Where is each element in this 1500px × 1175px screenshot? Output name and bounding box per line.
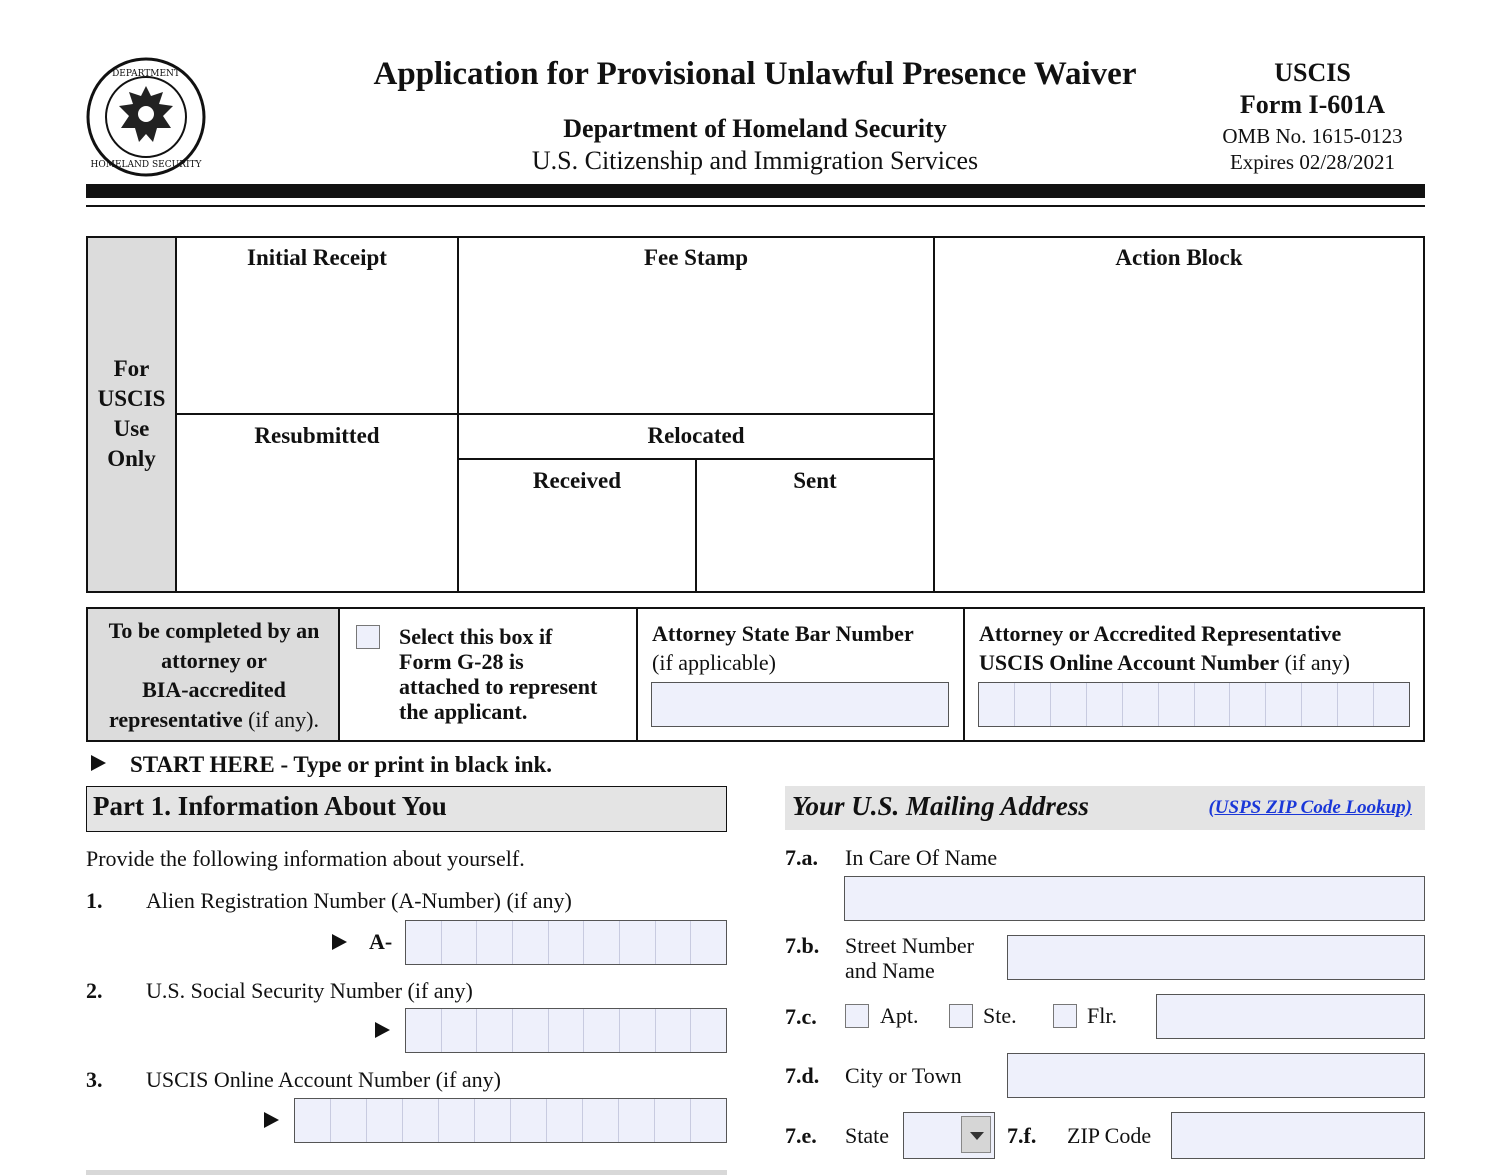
part1-intro: Provide the following information about yourself. bbox=[86, 846, 525, 871]
flr-checkbox[interactable] bbox=[1053, 1004, 1077, 1028]
received-label: Received bbox=[532, 468, 622, 493]
a-number-prefix: A- bbox=[369, 929, 393, 954]
apt-checkbox[interactable] bbox=[845, 1004, 869, 1028]
initial-receipt-label: Initial Receipt bbox=[247, 245, 387, 270]
unit-number-input[interactable] bbox=[1156, 994, 1425, 1039]
omb-number: OMB No. 1615-0123 bbox=[1222, 124, 1403, 148]
section-divider bbox=[86, 1170, 727, 1175]
online-account-sublabel: (if any) bbox=[1284, 650, 1350, 675]
arrow-right-icon bbox=[332, 934, 347, 950]
item-number: 7.d. bbox=[785, 1063, 820, 1088]
chevron-down-icon bbox=[970, 1132, 984, 1140]
item-number: 3. bbox=[86, 1067, 103, 1092]
start-here-instruction: START HERE - Type or print in black ink. bbox=[130, 752, 553, 777]
a-number-input[interactable] bbox=[405, 920, 727, 965]
state-select[interactable] bbox=[903, 1112, 995, 1159]
fee-stamp-label: Fee Stamp bbox=[643, 245, 749, 270]
uscis-online-account-input[interactable] bbox=[294, 1098, 727, 1143]
mailing-address-title: Your U.S. Mailing Address bbox=[792, 791, 1089, 821]
relocated-label: Relocated bbox=[647, 423, 745, 448]
item-number: 7.a. bbox=[785, 845, 818, 870]
ste-label: Ste. bbox=[983, 1003, 1017, 1028]
dropdown-button[interactable] bbox=[961, 1116, 991, 1153]
arrow-right-icon bbox=[375, 1022, 390, 1038]
part1-title: Part 1. Information About You bbox=[93, 791, 447, 821]
zip-label: ZIP Code bbox=[1067, 1123, 1152, 1148]
city-label: City or Town bbox=[845, 1063, 962, 1088]
usps-zip-lookup-link[interactable]: (USPS ZIP Code Lookup) bbox=[1208, 797, 1412, 818]
divider bbox=[963, 609, 965, 740]
form-number: Form I-601A bbox=[1239, 90, 1386, 119]
a-number-label: Alien Registration Number (A-Number) (if any) bbox=[146, 888, 572, 913]
street-label: Street Number and Name bbox=[845, 933, 974, 983]
ssn-input[interactable] bbox=[405, 1008, 727, 1053]
item-number: 7.b. bbox=[785, 933, 820, 958]
ste-checkbox[interactable] bbox=[949, 1004, 973, 1028]
zip-input[interactable] bbox=[1171, 1112, 1425, 1159]
in-care-of-input[interactable] bbox=[844, 876, 1425, 921]
part1-header bbox=[86, 786, 727, 832]
header-thin-rule bbox=[86, 205, 1425, 207]
g28-attached-checkbox[interactable] bbox=[356, 625, 380, 649]
attorney-online-account-input[interactable] bbox=[978, 682, 1410, 727]
agency-name: U.S. Citizenship and Immigration Services bbox=[531, 146, 979, 175]
arrow-right-icon bbox=[91, 755, 106, 771]
sent-label: Sent bbox=[793, 468, 837, 493]
item-number: 1. bbox=[86, 888, 103, 913]
apt-label: Apt. bbox=[880, 1003, 919, 1028]
item-number: 7.f. bbox=[1007, 1123, 1037, 1148]
form-title: Application for Provisional Unlawful Presence Waiver bbox=[373, 56, 1137, 92]
dhs-seal-logo bbox=[85, 56, 207, 178]
online-account-label-2: USCIS Online Account Number bbox=[979, 650, 1280, 675]
bar-number-input[interactable] bbox=[651, 682, 949, 727]
expiration-date: Expires 02/28/2021 bbox=[1229, 150, 1396, 174]
resubmitted-label: Resubmitted bbox=[254, 423, 380, 448]
city-input[interactable] bbox=[1007, 1053, 1425, 1098]
header-thick-rule bbox=[86, 184, 1425, 198]
street-input[interactable] bbox=[1007, 935, 1425, 980]
g28-checkbox-label: Select this box if Form G-28 is attached to represent the applicant. bbox=[399, 624, 598, 724]
divider bbox=[459, 458, 934, 460]
svg-text:HOMELAND SECURITY: HOMELAND SECURITY bbox=[90, 160, 202, 170]
agency-short: USCIS bbox=[1274, 58, 1351, 87]
attorney-side-label: To be completed by an attorney or BIA-accredited representative (if any). bbox=[108, 618, 320, 732]
action-block-label: Action Block bbox=[1115, 245, 1243, 270]
mailing-address-header bbox=[785, 786, 1425, 830]
flr-label: Flr. bbox=[1087, 1003, 1117, 1028]
ssn-label: U.S. Social Security Number (if any) bbox=[146, 978, 473, 1003]
uscis-use-side-label: For USCIS Use Only bbox=[97, 356, 166, 471]
online-account-label: Attorney or Accredited Representative bbox=[979, 621, 1342, 646]
uscis-online-account-label: USCIS Online Account Number (if any) bbox=[146, 1067, 501, 1092]
item-number: 2. bbox=[86, 978, 103, 1003]
svg-text:DEPARTMENT: DEPARTMENT bbox=[112, 69, 180, 79]
arrow-right-icon bbox=[264, 1112, 279, 1128]
department-name: Department of Homeland Security bbox=[563, 114, 947, 143]
bar-number-sublabel: (if applicable) bbox=[652, 650, 776, 675]
item-number: 7.e. bbox=[785, 1123, 817, 1148]
bar-number-label: Attorney State Bar Number bbox=[652, 621, 914, 646]
in-care-of-label: In Care Of Name bbox=[845, 845, 998, 870]
state-label: State bbox=[845, 1123, 889, 1148]
divider bbox=[175, 413, 934, 415]
divider bbox=[636, 609, 638, 740]
item-number: 7.c. bbox=[785, 1004, 817, 1029]
